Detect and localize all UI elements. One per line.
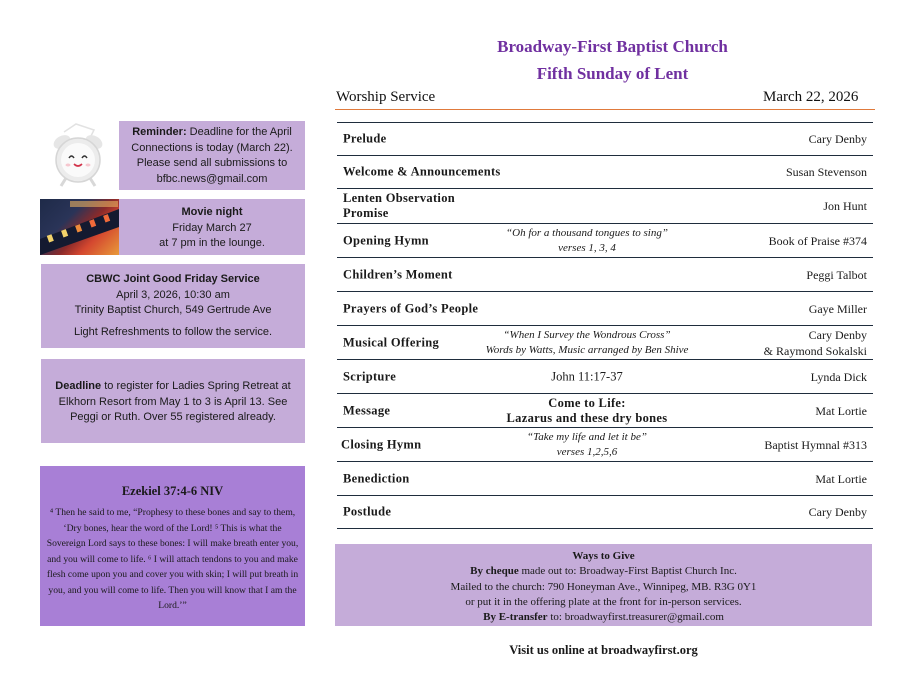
program-row-musical-offering: [337, 325, 873, 359]
retreat-body: to register for Ladies Spring Retreat at Elkhorn Resort from May 1 to 3 is April 13. See Peggi or Ruth. Over 55 registered already.: [58, 380, 291, 423]
program-detail: [487, 226, 687, 256]
sermon-subtitle: Lazarus and these dry bones: [506, 410, 668, 425]
hymn-verses: verses 1,2,5,6: [556, 445, 618, 458]
good-friday-note: Light Refreshments to follow the service.: [73, 325, 273, 338]
program-row-prelude: [337, 122, 873, 155]
retreat-label: Deadline: [55, 380, 102, 392]
program-leader: Jon Hunt: [823, 199, 867, 213]
program-leader: Baptist Hymnal #313: [764, 437, 867, 452]
program-item: Benediction: [343, 471, 410, 485]
program-row-message: [337, 393, 873, 427]
sermon-title: Come to Life:: [548, 395, 626, 410]
program-row-lenten: [337, 188, 873, 223]
order-of-service: [337, 122, 873, 529]
section-title: Worship Service: [336, 89, 436, 105]
movie-night-title: Movie night: [181, 206, 243, 218]
church-name: Broadway-First Baptist Church: [497, 37, 728, 56]
movie-night-date: Friday March 27: [172, 221, 252, 234]
program-detail: [487, 396, 687, 426]
give-cheque-label: By cheque: [470, 565, 519, 578]
good-friday-datetime: April 3, 2026, 10:30 am: [116, 288, 230, 301]
program-leader: Lynda Dick: [810, 369, 867, 384]
give-etransfer: [335, 610, 872, 625]
give-title: Ways to Give: [572, 550, 635, 562]
program-item: Message: [343, 403, 391, 417]
good-friday-box: [41, 264, 305, 348]
program-leader: Cary Denby: [808, 505, 867, 519]
film-reel-image: [40, 199, 119, 255]
good-friday-location: Trinity Baptist Church, 549 Gertrude Ave: [74, 304, 272, 316]
program-row-postlude: [337, 495, 873, 529]
program-item: Closing Hymn: [341, 437, 422, 451]
hymn-title: “Take my life and let it be”: [527, 430, 647, 443]
program-leader: Mat Lortie: [815, 403, 867, 418]
program-item: Children’s Moment: [343, 267, 453, 281]
hymn-title: “Oh for a thousand tongues to sing”: [506, 226, 668, 239]
header-divider: [335, 109, 875, 110]
give-mail: Mailed to the church: 790 Honeyman Ave., Winnipeg, MB. R3G 0Y1: [450, 580, 757, 593]
retreat-text: [41, 379, 305, 426]
leader-line: Cary Denby: [808, 327, 867, 342]
scripture-reference: Ezekiel 37:4-6 NIV: [121, 484, 224, 498]
program-item: Prelude: [343, 131, 387, 146]
program-item: Opening Hymn: [343, 233, 429, 247]
scripture-reference: John 11:17-37: [551, 369, 623, 383]
program-leader: Book of Praise #374: [768, 233, 867, 248]
give-cheque-text: made out to: Broadway-First Baptist Church Inc.: [518, 565, 737, 578]
give-etransfer-label: By E-transfer: [483, 611, 548, 624]
program-item: Scripture: [343, 369, 397, 383]
program-item: [343, 191, 455, 221]
scripture-box: [40, 466, 305, 626]
retreat-deadline-box: [41, 359, 305, 443]
give-plate: or put it in the offering plate at the front for in-person services.: [465, 595, 742, 608]
ways-to-give-box: [335, 544, 872, 626]
movie-night-text: [119, 205, 305, 252]
hymn-verses: verses 1, 3, 4: [558, 241, 616, 254]
program-row-closing-hymn: [337, 427, 873, 461]
reminder-body: Deadline for the April Connections is today (March 22). Please send all submissions to bfbc.news@gmail.com: [131, 126, 293, 185]
occasion-title: Fifth Sunday of Lent: [536, 64, 689, 83]
song-credits: Words by Watts, Music arranged by Ben Shive: [485, 343, 689, 356]
program-item-line: Lenten Observation: [343, 191, 455, 205]
good-friday-text: [41, 272, 305, 340]
alarm-clock-icon: [50, 120, 106, 188]
reminder-text: [119, 125, 305, 187]
program-leader: Cary Denby: [808, 132, 867, 146]
program-leader: Gaye Miller: [808, 301, 867, 316]
program-leader: [764, 327, 867, 359]
good-friday-title: CBWC Joint Good Friday Service: [86, 273, 260, 285]
reminder-box: [119, 121, 305, 190]
program-detail: [487, 369, 687, 384]
program-row-childrens-moment: [337, 257, 873, 291]
scripture-passage: ⁴ Then he said to me, “Prophesy to these bones and say to them, ‘Dry bones, hear the word of the Lord! ⁵ This is what the Sovereign Lord says to these bones: I will make breath enter you, and you will come to life. ⁶ I will attach tendons to you and make flesh come upon you and cover you with skin; I will put breath in you, and you will come to life. Then you will know that I am the Lord.’”: [46, 507, 299, 611]
program-leader: Susan Stevenson: [786, 165, 867, 179]
movie-night-location: at 7 pm in the lounge.: [159, 237, 265, 249]
program-row-welcome: [337, 155, 873, 188]
movie-night-box: [40, 199, 305, 255]
program-detail: [487, 430, 687, 460]
program-detail: [472, 328, 702, 358]
program-item: Postlude: [343, 504, 392, 519]
reminder-label: Reminder:: [132, 126, 187, 138]
program-item-line: Promise: [343, 206, 389, 220]
song-title: “When I Survey the Wondrous Cross”: [503, 328, 671, 341]
program-item: Prayers of God’s People: [343, 301, 479, 315]
service-date: March 22, 2026: [763, 89, 859, 105]
program-leader: Mat Lortie: [815, 471, 867, 486]
program-row-opening-hymn: [337, 223, 873, 257]
leader-line: & Raymond Sokalski: [763, 343, 867, 358]
program-row-benediction: [337, 461, 873, 495]
program-leader: Peggi Talbot: [806, 267, 867, 282]
program-item: Musical Offering: [343, 335, 440, 349]
website-link[interactable]: Visit us online at broadwayfirst.org: [509, 643, 698, 657]
program-item: Welcome & Announcements: [343, 164, 501, 179]
program-row-prayers: [337, 291, 873, 325]
give-cheque: [335, 564, 872, 579]
give-etransfer-text: to: broadwayfirst.treasurer@gmail.com: [547, 611, 724, 624]
program-row-scripture: [337, 359, 873, 393]
